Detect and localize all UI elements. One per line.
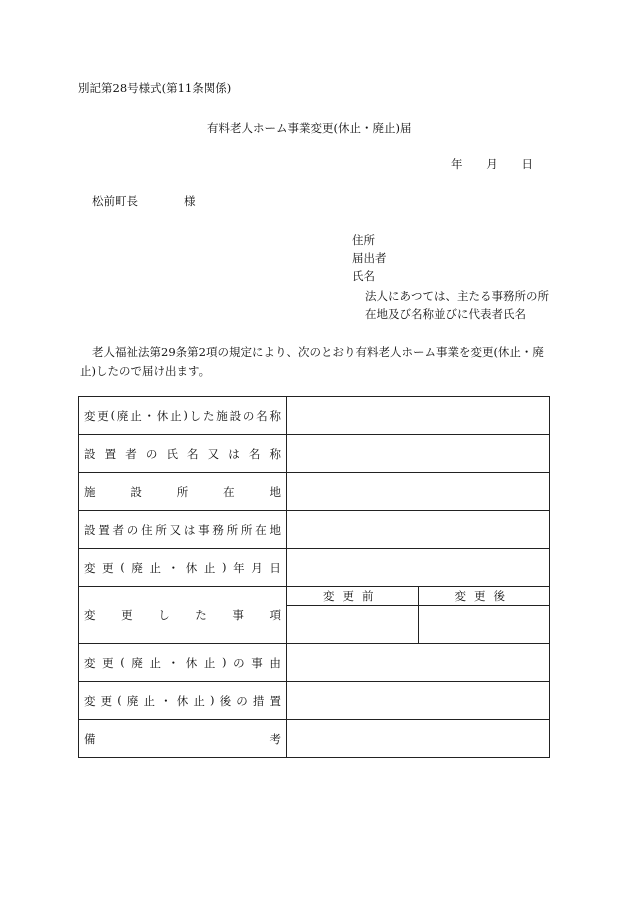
- label-char: 廃: [131, 655, 143, 670]
- operator-name-label: [79, 435, 287, 473]
- date-month: 月: [486, 157, 498, 171]
- label-char: 休: [185, 560, 198, 575]
- name-label: 氏名: [352, 269, 375, 283]
- label-char: 更: [100, 693, 113, 708]
- label-char: 事: [198, 522, 210, 537]
- label-char: 事: [232, 608, 244, 622]
- label-char: 更: [102, 655, 114, 670]
- reason-label: [79, 644, 287, 682]
- label-char: 名: [248, 446, 261, 461]
- row-measures: [79, 682, 550, 720]
- label-char: 考: [269, 731, 281, 746]
- operator-name-field[interactable]: [287, 435, 550, 473]
- label-char: 称: [269, 446, 281, 461]
- remarks-field[interactable]: [287, 720, 550, 758]
- label-char: 又: [169, 522, 182, 537]
- label-char: 更: [121, 608, 133, 622]
- facility-location-field[interactable]: [287, 473, 550, 511]
- label-char: 廃: [116, 408, 129, 423]
- facility-name-label: [79, 397, 287, 435]
- applicant-block: [352, 231, 555, 323]
- label-char: 名: [256, 408, 268, 423]
- label-char: 年: [233, 560, 245, 575]
- change-date-field[interactable]: [287, 549, 550, 587]
- date-day: 日: [521, 157, 533, 171]
- label-char: ・: [143, 408, 155, 423]
- label-char: 施: [84, 484, 96, 499]
- label-char: ): [183, 407, 188, 422]
- label-char: 由: [269, 655, 281, 670]
- measures-label: [79, 682, 287, 720]
- label-char: 称: [269, 408, 281, 423]
- label-char: は: [228, 446, 240, 461]
- row-operator-address: [79, 511, 550, 549]
- label-char: の: [145, 446, 158, 461]
- label-char: 変: [84, 560, 96, 575]
- label-char: ): [222, 654, 227, 669]
- label-char: の: [126, 522, 139, 537]
- label-char: (: [117, 692, 122, 707]
- label-char: 変: [84, 408, 96, 423]
- label-char: 変: [84, 608, 96, 622]
- label-char: 所: [155, 522, 167, 537]
- label-char: し: [189, 408, 202, 423]
- label-char: (: [110, 407, 116, 422]
- label-char: 置: [98, 522, 110, 537]
- facility-name-field[interactable]: [287, 397, 550, 435]
- label-char: 変: [84, 693, 96, 708]
- before-header: 変更前: [287, 587, 419, 606]
- after-field[interactable]: [418, 606, 550, 644]
- label-char: 設: [229, 408, 242, 423]
- row-operator-name: [79, 435, 550, 473]
- label-char: 廃: [126, 693, 139, 708]
- label-char: 止: [149, 560, 161, 575]
- corporate-note: 法人にあつては、主たる事務所の所在地及び名称並びに代表者氏名: [365, 289, 549, 321]
- label-char: 又: [207, 446, 220, 461]
- changed-items-label: [79, 587, 287, 644]
- row-reason: [79, 644, 550, 682]
- operator-address-label: [79, 511, 287, 549]
- label-char: 止: [203, 655, 216, 670]
- label-char: ・: [167, 560, 180, 575]
- label-char: 者: [125, 446, 137, 461]
- label-char: 休: [185, 655, 198, 670]
- label-char: ): [210, 692, 215, 707]
- label-char: 備: [84, 731, 96, 746]
- change-date-label: [79, 549, 287, 587]
- addressee-honorific: 様: [184, 194, 196, 208]
- label-char: 所: [176, 484, 189, 499]
- label-char: の: [233, 655, 245, 670]
- form-number: 別記第28号様式(第11条関係): [78, 81, 232, 95]
- label-char: 者: [112, 522, 125, 537]
- reason-field[interactable]: [287, 644, 550, 682]
- submitter-label: 届出者: [352, 251, 387, 265]
- label-char: 更: [102, 560, 114, 575]
- date-line: [451, 156, 533, 172]
- label-char: 施: [216, 408, 228, 423]
- label-char: し: [158, 608, 170, 622]
- label-char: 設: [84, 522, 96, 537]
- label-char: 止: [170, 408, 182, 423]
- label-char: 止: [149, 655, 161, 670]
- label-char: の: [242, 408, 255, 423]
- label-char: 在: [255, 522, 267, 537]
- label-char: 措: [252, 693, 265, 708]
- label-char: (: [120, 559, 125, 574]
- body-text: 老人福祉法第29条第2項の規定により、次のとおり有料老人ホーム事業を変更(休止・廃止)したので届け出ます。: [80, 345, 544, 378]
- row-facility-name: [79, 397, 550, 435]
- label-char: た: [195, 608, 207, 622]
- form-table: [78, 396, 550, 758]
- operator-address-field[interactable]: [287, 511, 550, 549]
- address-label: 住所: [352, 233, 375, 247]
- facility-location-label: [79, 473, 287, 511]
- label-char: 事: [251, 655, 263, 670]
- label-char: 廃: [131, 560, 143, 575]
- label-char: 設: [84, 446, 96, 461]
- label-char: ): [222, 559, 227, 574]
- measures-field[interactable]: [287, 682, 550, 720]
- row-remarks: [79, 720, 550, 758]
- label-char: 所: [226, 522, 239, 537]
- label-char: 名: [187, 446, 199, 461]
- label-char: 止: [130, 408, 142, 423]
- label-char: 休: [156, 408, 169, 423]
- label-char: 氏: [166, 446, 178, 461]
- label-char: 設: [130, 484, 142, 499]
- label-char: ・: [160, 693, 172, 708]
- label-char: 更: [97, 408, 109, 423]
- label-char: 日: [269, 560, 281, 575]
- label-char: 置: [269, 693, 281, 708]
- row-facility-location: [79, 473, 550, 511]
- document-title: 有料老人ホーム事業変更(休止・廃止)届: [207, 121, 412, 135]
- label-char: (: [120, 654, 125, 669]
- label-char: 止: [143, 693, 155, 708]
- label-char: 止: [203, 560, 216, 575]
- label-char: 後: [219, 693, 232, 708]
- before-field[interactable]: [287, 606, 419, 644]
- label-char: 務: [212, 522, 224, 537]
- label-char: 住: [141, 522, 153, 537]
- label-char: 止: [193, 693, 205, 708]
- label-char: 置: [104, 446, 117, 461]
- date-year: 年: [451, 157, 463, 171]
- label-char: 休: [176, 693, 189, 708]
- label-char: 地: [269, 522, 281, 537]
- label-char: ・: [167, 655, 180, 670]
- label-char: 在: [223, 484, 235, 499]
- label-char: は: [183, 522, 196, 537]
- after-header: 変更後: [418, 587, 550, 606]
- label-char: 地: [269, 484, 281, 499]
- label-char: た: [202, 408, 215, 423]
- remarks-label: [79, 720, 287, 758]
- label-char: 月: [251, 560, 263, 575]
- label-char: 所: [240, 522, 253, 537]
- label-char: 変: [84, 655, 96, 670]
- label-char: 項: [269, 608, 281, 622]
- label-char: の: [236, 693, 248, 708]
- addressee-name: 松前町長: [92, 194, 138, 208]
- row-changed-items-head: [79, 587, 550, 606]
- row-change-date: [79, 549, 550, 587]
